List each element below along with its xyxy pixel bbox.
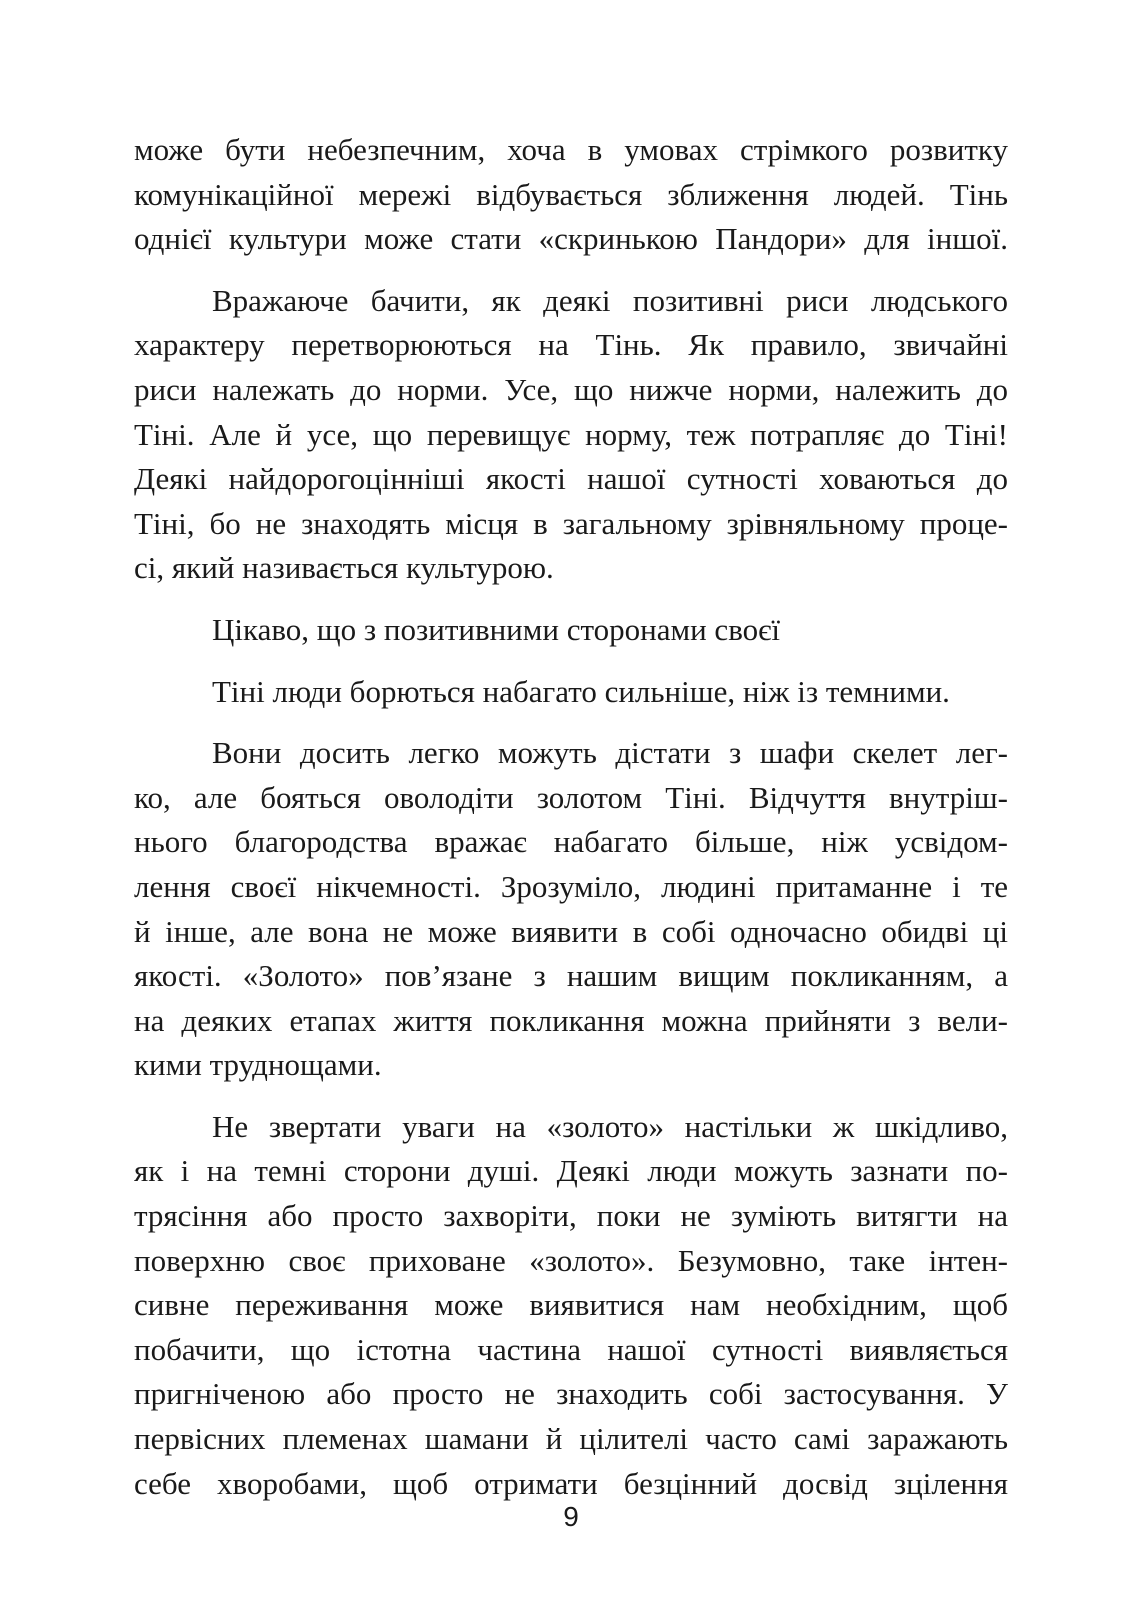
text-line: Тіні люди борються набагато сильніше, ніж із темними.	[212, 673, 950, 709]
text-line: Вражаюче бачити, як деякі позитивні риси людського	[212, 282, 1008, 318]
text-line: може бути небезпечним, хоча в умовах стрімкого розвитку	[134, 132, 1008, 167]
text-line: й інше, але вона не може виявити в собі одночасно обидві ці	[134, 913, 1008, 949]
text-line: трясіння або просто захворіти, поки не зуміють витягти на	[134, 1198, 1008, 1234]
text-line: як і на темні сторони душі. Деякі люди можуть зазнати по-	[134, 1153, 1008, 1189]
text-line: Тіні. Але й усе, що перевищує норму, теж потрапляє до Тіні!	[134, 416, 1008, 452]
text-line: Тіні, бо не знаходять місця в загальному зрівняльному проце-	[134, 505, 1008, 541]
text-line: однієї культури може стати «скринькою Пандори» для іншої.	[134, 221, 1008, 257]
paragraph	[134, 670, 1008, 715]
text-line: лення своєї нікчемності. Зрозуміло, людині притаманне і те	[134, 868, 1008, 904]
text-line: себе хворобами, щоб отримати безцінний досвід зцілення	[134, 1465, 1008, 1501]
text-line: Деякі найдорогоцінніші якості нашої сутності ховаються до	[134, 461, 1008, 497]
text-line: ко, але бояться оволодіти золотом Тіні. Відчуття внутріш-	[134, 779, 1008, 815]
page-body	[134, 128, 1008, 1523]
text-line: риси належать до норми. Усе, що нижче норми, належить до	[134, 371, 1008, 407]
paragraph	[134, 279, 1008, 591]
paragraph	[134, 608, 1008, 653]
text-line: Не звертати уваги на «золото» настільки ж шкідливо,	[212, 1108, 1008, 1144]
text-line: кими труднощами.	[134, 1047, 382, 1083]
page-number: 9	[563, 1501, 579, 1532]
text-line: сі, який називається культурою.	[134, 550, 554, 586]
text-line: пригніченою або просто не знаходить собі застосування. У	[134, 1376, 1008, 1412]
text-line: Вони досить легко можуть дістати з шафи скелет лег-	[212, 735, 1008, 771]
text-line: Цікаво, що з позитивними сторонами своєї	[212, 611, 781, 647]
text-line: якості. «Золото» пов’язане з нашим вищим покликанням, а	[134, 958, 1008, 994]
text-line: сивне переживання може виявитися нам необхідним, щоб	[134, 1287, 1008, 1323]
text-line: характеру перетворюються на Тінь. Як правило, звичайні	[134, 327, 1008, 363]
paragraph	[134, 731, 1008, 1088]
text-line: поверхню своє приховане «золото». Безумовно, таке інтен-	[134, 1242, 1008, 1278]
text-line: первісних племенах шамани й цілителі часто самі заражають	[134, 1421, 1008, 1457]
paragraph	[134, 1105, 1008, 1506]
text-line: нього благородства вражає набагато більше, ніж усвідом-	[134, 824, 1008, 860]
text-line: на деяких етапах життя покликання можна прийняти з вели-	[134, 1002, 1008, 1038]
text-line: побачити, що істотна частина нашої сутності виявляється	[134, 1331, 1008, 1367]
text-line: комунікаційної мережі відбувається зближення людей. Тінь	[134, 176, 1008, 212]
paragraph	[134, 128, 1008, 262]
